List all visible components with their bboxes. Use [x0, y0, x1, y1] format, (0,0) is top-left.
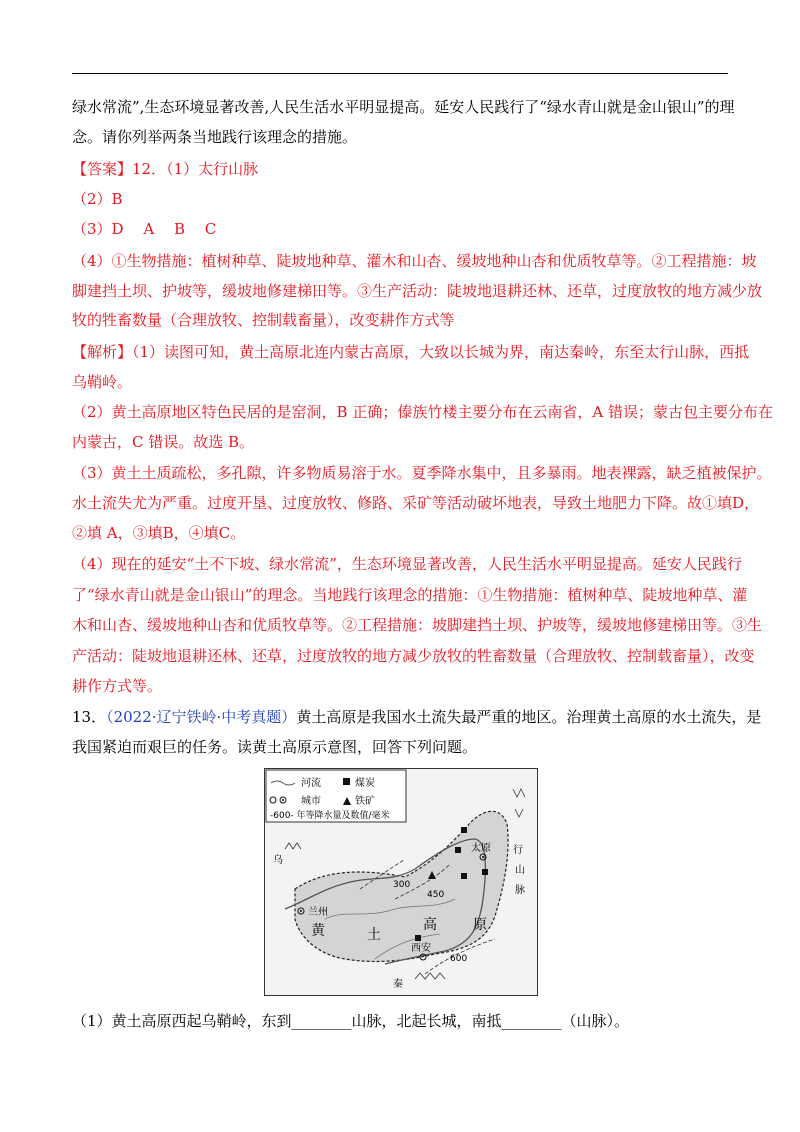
- question-13-line: 我国紧迫而艰巨的任务。读黄土高原示意图，回答下列问题。: [72, 738, 478, 756]
- question-1: （1）黄土高原西起乌鞘岭，东到________山脉，北起长城，南抵________（山脉）。: [72, 1012, 630, 1030]
- city-taiyuan: 太原: [471, 843, 491, 854]
- answer-line: （4）①生物措施：植树种草、陡坡地种草、灌木和山杏、缓坡地种山杏和优质牧草等。②工程措施：坡: [72, 252, 757, 270]
- mountain-label-wu: 乌: [273, 855, 283, 866]
- analysis-line: 耕作方式等。: [72, 677, 163, 695]
- coal-marker: [482, 869, 488, 875]
- coal-marker: [461, 873, 467, 879]
- analysis-line: （2）黄土高原地区特色民居的是窑洞，B 正确；傣族竹楼主要分布在云南省，A 错误；蒙古包主要分布在: [72, 403, 773, 421]
- answer-line: （3）D A B C: [72, 220, 217, 238]
- coal-legend-icon: [343, 778, 350, 785]
- analysis-tag: 【解析】: [72, 343, 133, 361]
- answer-line: （2）B: [72, 190, 123, 208]
- legend-isohyet: -600- 年等降水量及数值/毫米: [270, 811, 390, 821]
- analysis-line: 【解析】（1）读图可知，黄土高原北连内蒙古高原，大致以长城为界，南达秦岭，东至太行山脉，西抵: [72, 343, 750, 361]
- answer-line: 脚建挡土坝、护坡等，缓坡地修建梯田等。③生产活动：陡坡地退耕还林、还草，过度放牧的地方减少放: [72, 282, 763, 300]
- analysis-line: 内蒙古，C 错误。故选 B。: [72, 433, 255, 451]
- analysis-line: （3）黄土土质疏松，多孔隙，许多物质易溶于水。夏季降水集中，且多暴雨。地表裸露，缺乏植被保护。: [72, 464, 772, 482]
- legend-city: 城市: [301, 796, 321, 807]
- isohyet-450-label: 450: [427, 890, 445, 900]
- question-13-line: 13．（2022·辽宁铁岭·中考真题）黄土高原是我国水土流失最严重的地区。治理黄土高原的水土流失，是: [72, 708, 762, 726]
- analysis-line: 木和山杏、缓坡地种山杏和优质牧草等。②工程措施：坡脚建挡土坝、护坡等，缓坡地修建梯田等。③生: [72, 616, 763, 634]
- question-text: 绿水常流”,生态环境显著改善,人民生活水平明显提高。延安人民践行了“绿水青山就是金山银山”的理: [72, 98, 735, 116]
- legend-coal: 煤炭: [355, 778, 375, 789]
- city-xian: 西安: [411, 943, 431, 954]
- label-tu: 土: [367, 927, 381, 943]
- question-source: （2022·辽宁铁岭·中考真题）: [106, 708, 297, 726]
- qinling-mountains: [415, 973, 445, 979]
- wushaoling-mountains: [285, 843, 301, 849]
- analysis-line: 乌鞘岭。: [72, 373, 133, 391]
- analysis-line: （4）现在的延安“土不下坡、绿水常流”，生态环境显著改善，人民生活水平明显提高。延安人民践行: [72, 555, 742, 573]
- mountain-label-shan: 山: [515, 865, 525, 876]
- legend-river: 河流: [301, 778, 321, 789]
- answer-line: 牧的牲畜数量（合理放牧、控制载畜量），改变耕作方式等: [72, 311, 455, 329]
- analysis-line: 了“绿水青山就是金山银山”的理念。当地践行该理念的措施：①生物措施：植树种草、陡坡地种草、灌: [72, 586, 748, 604]
- coal-marker: [415, 935, 421, 941]
- mountain-label-mai: 脉: [515, 885, 525, 896]
- taihang-mountains: [513, 789, 525, 817]
- answer-tag: 【答案】: [72, 160, 133, 178]
- label-gao: 高: [423, 917, 437, 933]
- answer-line: 【答案】12．（1）太行山脉: [72, 160, 259, 178]
- header-rule: [72, 73, 728, 74]
- analysis-line: ②填 A，③填B，④填C。: [72, 524, 246, 542]
- question-text: 念。请你列举两条当地践行该理念的措施。: [72, 128, 358, 146]
- coal-marker: [455, 847, 461, 853]
- analysis-line: 产活动：陡坡地退耕还林、还草，过度放牧的地方减少放牧的牲畜数量（合理放牧、控制载畜量），改变: [72, 647, 755, 665]
- mountain-label-xing: 行: [513, 845, 523, 856]
- analysis-line: 水土流失尤为严重。过度开垦、过度放牧、修路、采矿等活动破坏地表，导致土地肥力下降。故①填D，: [72, 494, 760, 512]
- isohyet-300-label: 300: [393, 880, 411, 890]
- label-yuan: 原: [473, 917, 487, 933]
- city-lanzhou: 兰州: [308, 907, 328, 918]
- mountain-label-qin: 秦: [393, 979, 403, 990]
- coal-marker: [461, 827, 467, 833]
- legend-iron: 铁矿: [355, 796, 375, 807]
- label-huang: 黄: [311, 923, 325, 939]
- isohyet-600-label: 600: [450, 954, 468, 964]
- loess-plateau-map: [264, 768, 538, 996]
